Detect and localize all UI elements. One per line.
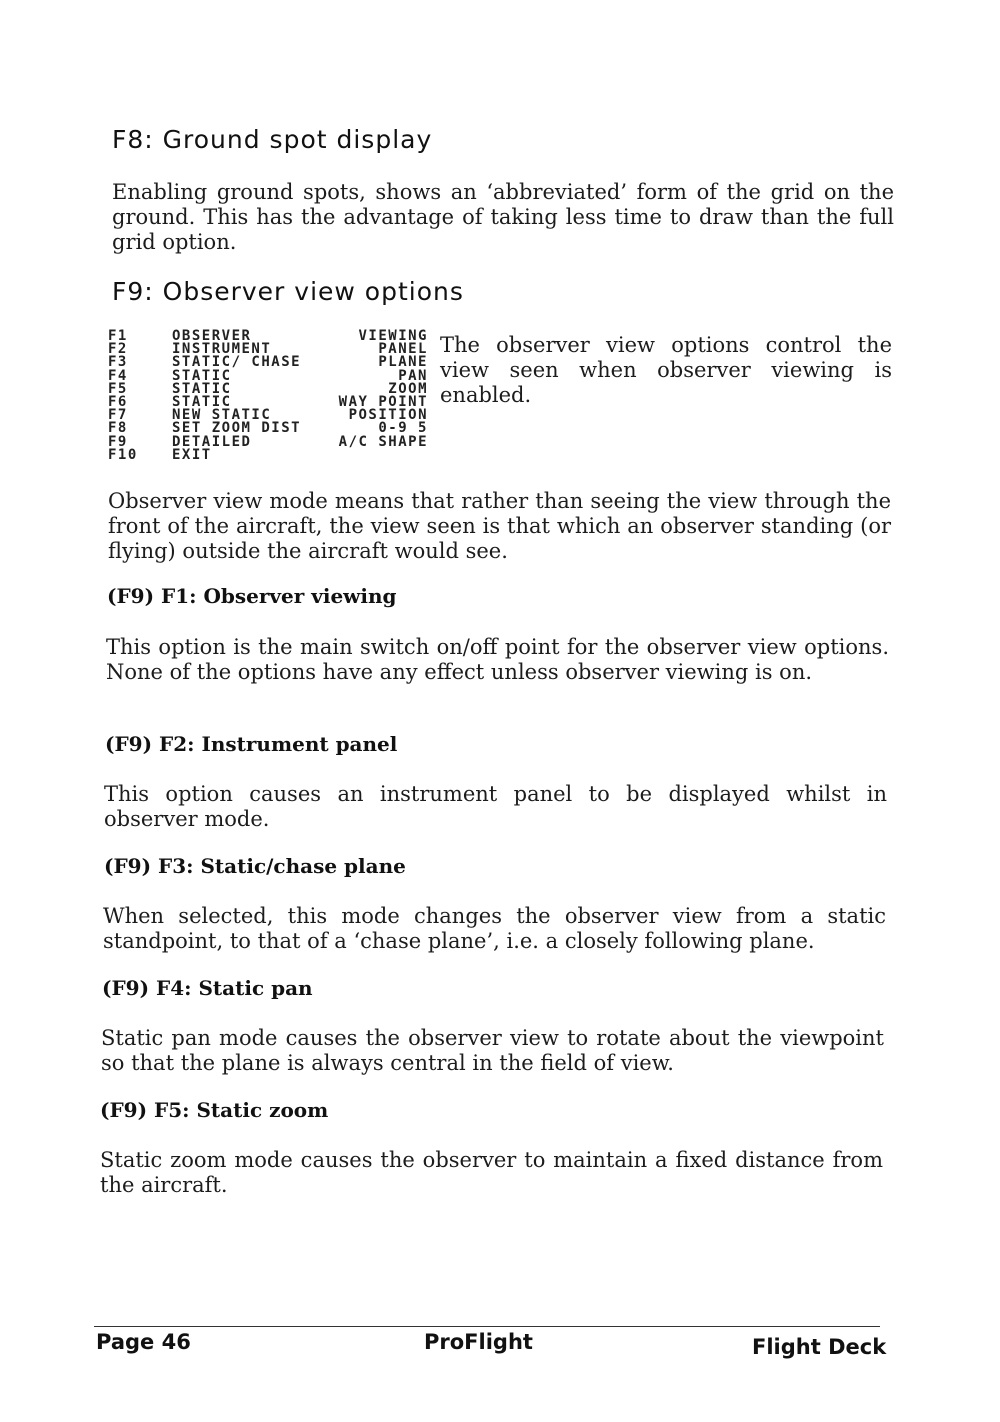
menu-key: F8: [108, 420, 128, 437]
menu-key: F6: [108, 393, 128, 410]
footer-page-number: Page 46: [96, 1330, 191, 1354]
footer-product-name: ProFlight: [424, 1330, 533, 1354]
menu-label-right: PANEL: [378, 341, 428, 358]
subheading-static-pan: (F9) F4: Static pan: [102, 976, 313, 1000]
menu-label-right: ZOOM: [388, 380, 428, 397]
menu-key: F10: [108, 446, 138, 463]
menu-key: F4: [108, 367, 128, 384]
menu-label: STATIC: [172, 367, 232, 384]
menu-label: STATIC: [172, 393, 232, 410]
body-static-zoom: Static zoom mode causes the observer to maintain a fixed distance from the aircraft.: [100, 1148, 883, 1197]
footer-chapter-name: Flight Deck: [752, 1335, 887, 1359]
menu-key: F5: [108, 380, 128, 397]
menu-key: F3: [108, 354, 128, 371]
menu-label-right: PLANE: [378, 354, 428, 371]
observer-options-menu: [108, 330, 428, 462]
menu-row: [108, 433, 428, 450]
menu-label-right: WAY POINT: [338, 393, 428, 410]
section-heading-f9: F9: Observer view options: [112, 277, 464, 306]
subheading-instrument-panel: (F9) F2: Instrument panel: [105, 732, 398, 756]
body-static-chase-plane: When selected, this mode changes the observer view from a static standpoint, to that of a ‘chase plane’, i.e. a closely following plane.: [103, 904, 886, 953]
menu-label: INSTRUMENT: [172, 341, 272, 358]
menu-label: STATIC: [172, 380, 232, 397]
menu-label: NEW STATIC: [172, 407, 272, 424]
menu-label: DETAILED: [172, 433, 252, 450]
menu-key: F1: [108, 328, 128, 344]
menu-label-right: VIEWING: [358, 328, 428, 344]
menu-label-right: 0-9 5: [378, 420, 428, 437]
menu-row: [108, 367, 428, 384]
menu-row: [108, 446, 428, 463]
menu-description: The observer view options control the view seen when observer viewing is enabled.: [440, 333, 892, 407]
menu-key: F2: [108, 341, 128, 358]
menu-label-right: POSITION: [348, 407, 428, 424]
menu-row: [108, 356, 428, 369]
menu-key: F9: [108, 433, 128, 450]
menu-label-right: A/C SHAPE: [338, 433, 428, 450]
observer-mode-intro: Observer view mode means that rather than seeing the view through the front of the aircraft, the view seen is that which an observer standing (or flying) outside the aircraft would see.: [108, 489, 891, 563]
subheading-static-zoom: (F9) F5: Static zoom: [100, 1098, 329, 1122]
menu-label: EXIT: [172, 446, 212, 463]
subheading-observer-viewing: (F9) F1: Observer viewing: [107, 584, 397, 608]
menu-label: OBSERVER: [172, 328, 252, 344]
subheading-static-chase-plane: (F9) F3: Static/chase plane: [104, 854, 406, 878]
body-instrument-panel: This option causes an instrument panel to be displayed whilst in observer mode.: [104, 782, 887, 831]
section-body-f8: Enabling ground spots, shows an ‘abbreviated’ form of the grid on the ground. This has the advantage of taking less time to draw than the full grid option.: [112, 180, 894, 254]
body-observer-viewing: This option is the main switch on/off point for the observer view options. None of the options have any effect unless observer viewing is on.: [106, 635, 889, 684]
menu-label: SET ZOOM DIST: [172, 420, 302, 437]
footer-divider: [94, 1326, 880, 1327]
menu-key: F7: [108, 407, 128, 424]
menu-label: STATIC/ CHASE: [172, 354, 302, 371]
menu-label-right: PAN: [398, 367, 428, 384]
section-heading-f8: F8: Ground spot display: [112, 125, 433, 154]
body-static-pan: Static pan mode causes the observer view to rotate about the viewpoint so that the plane is always central in the field of view.: [101, 1026, 884, 1075]
